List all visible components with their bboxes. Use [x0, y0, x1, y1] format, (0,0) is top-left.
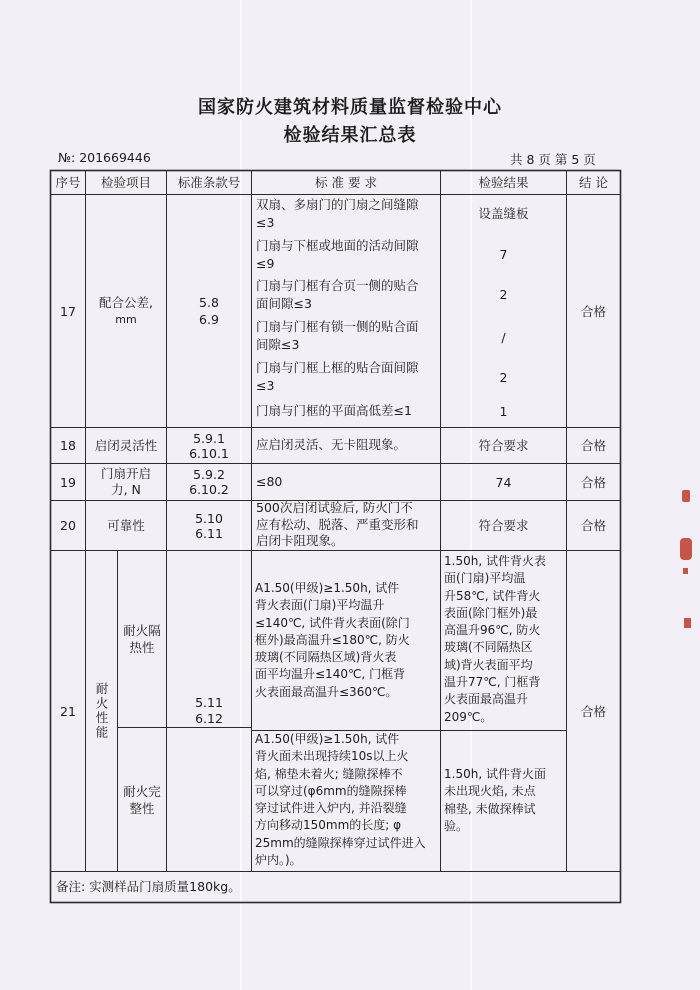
result-line: 表面(除门框外)最 [444, 605, 538, 620]
result-line: 高温升96℃, 防火 [444, 623, 541, 638]
document-subtitle: 检验结果汇总表 [283, 125, 417, 146]
result-line: 玻璃(不同隔热区 [444, 640, 533, 655]
std-line: 5.11 [195, 695, 223, 710]
row-18-seq: 18 [60, 438, 76, 453]
row-20-result: 符合要求 [478, 518, 529, 533]
std-line: 5.9.2 [193, 467, 225, 482]
header-standard: 标准条款号 [177, 174, 241, 190]
row-21-conclusion: 合格 [580, 703, 606, 719]
report-number-value: 201669446 [79, 150, 151, 165]
row-19-conclusion: 合格 [580, 474, 606, 490]
row-17-conclusion: 合格 [580, 303, 606, 319]
result-line: 温升77℃, 门框背 [444, 675, 541, 690]
document-title: 国家防火建筑材料质量监督检验中心 [198, 97, 502, 118]
row-21-insulation-label [118, 551, 166, 727]
row-17-req-4 [256, 318, 419, 354]
req-line: 炉内。)。 [255, 853, 302, 868]
req-line: 背火面未出现持续10s以上火 [255, 749, 409, 764]
row-18-standard [167, 428, 251, 463]
result-line: 1.50h, 试件背火表 [444, 554, 546, 568]
row-21-integrity-label [118, 728, 166, 871]
item-line: 门扇开启 [100, 466, 151, 481]
report-number [58, 150, 151, 165]
label-line: 耐火完 [123, 783, 161, 799]
std-line: 5.9.1 [193, 430, 225, 446]
row-17-result-3: 2 [499, 286, 508, 302]
row-21-standard [167, 551, 251, 871]
req-line: 门扇与门框有合页一侧的贴合 [256, 278, 419, 293]
req-line: 门扇与下框或地面的活动间隙 [256, 238, 419, 253]
result-line: 棉垫, 未做探棒试 [444, 801, 536, 816]
std-line: 6.10.1 [189, 445, 229, 461]
header-result: 检验结果 [478, 174, 529, 190]
row-17-result-1: 设盖缝板 [478, 205, 529, 221]
row-17-req-5 [256, 359, 419, 395]
row-17-item-unit: mm [115, 313, 137, 326]
row-20-seq: 20 [60, 518, 76, 533]
row-17-result-4: / [501, 329, 506, 345]
row-17-result-5: 2 [499, 369, 508, 385]
std-line: 5.10 [195, 510, 223, 526]
row-17-standard [167, 195, 251, 427]
row-20-conclusion: 合格 [580, 518, 606, 533]
header-conclusion: 结 论 [579, 174, 608, 190]
row-19-requirement: ≤80 [256, 474, 283, 489]
result-line: 209℃。 [444, 709, 493, 724]
row-18-requirement: 应启闭灵活、无卡阻现象。 [256, 437, 407, 452]
row-18-conclusion: 合格 [580, 438, 606, 453]
req-line: ≤3 [256, 215, 275, 230]
req-line: A1.50(甲级)≥1.50h, 试件 [255, 732, 400, 746]
req-line: ≤3 [256, 378, 275, 393]
std-line: 6.12 [195, 711, 223, 726]
std-line: 6.10.2 [189, 482, 229, 497]
row-19-standard [167, 464, 251, 500]
row-19-seq: 19 [60, 474, 76, 490]
req-line: 可以穿过(φ6mm的缝隙探棒 [255, 783, 407, 798]
result-line: 升58℃, 试件背火 [444, 588, 541, 603]
row-17-std-line: 5.8 [199, 295, 219, 310]
req-line: 启闭卡阻现象。 [256, 533, 344, 548]
req-line: 背火表面(门扇)平均温升 [255, 598, 385, 613]
row-20-item: 可靠性 [107, 518, 145, 533]
label-line: 热性 [129, 640, 155, 655]
official-stamp-fragment [676, 486, 694, 646]
row-18-result: 符合要求 [478, 438, 529, 453]
row-17-req-1 [256, 196, 419, 232]
req-line: 门扇与门框上框的贴合面间隙 [256, 360, 419, 375]
header-requirement: 标 准 要 求 [315, 174, 377, 190]
row-17-result-6: 1 [499, 403, 508, 419]
row-21-item-text: 耐火性能 [94, 682, 109, 740]
row-17-req-3 [256, 277, 419, 313]
req-line: 火表面最高温升≤360℃。 [255, 684, 398, 699]
req-line: 焰, 棉垫未着火; 缝隙探棒不 [255, 766, 403, 781]
req-line: 500次启闭试验后, 防火门不 [256, 500, 413, 515]
header-item: 检验项目 [100, 174, 151, 190]
row-17-item [86, 195, 166, 427]
report-number-label: №: [58, 150, 76, 165]
row-21-item [86, 551, 117, 871]
row-21-insulation-requirement [255, 580, 410, 701]
row-17-std-line: 6.9 [199, 312, 219, 327]
req-line: 间隙≤3 [256, 337, 300, 352]
label-line: 整性 [129, 800, 155, 816]
result-line: 面(门扇)平均温 [444, 571, 526, 586]
req-line: ≤9 [256, 256, 275, 271]
req-line: 玻璃(不同隔热区域)背火表 [255, 650, 397, 665]
row-19-result: 74 [495, 474, 512, 490]
req-line: ≤140℃, 试件背火表面(除门 [255, 615, 410, 630]
remark: 备注: 实测样品门扇质量180kg。 [56, 879, 241, 894]
row-17-result-2: 7 [499, 246, 508, 262]
result-line: 未出现火焰, 未点 [444, 784, 536, 799]
std-line: 6.11 [195, 525, 223, 541]
req-line: 面间隙≤3 [256, 296, 312, 311]
row-17-req-6: 门扇与门框的平面高低差≤1 [256, 403, 412, 418]
req-line: 方向移动150mm的长度; φ [255, 818, 402, 833]
req-line: 双扇、多扇门的门扇之间缝隙 [256, 197, 419, 212]
req-line: 应有松动、脱落、严重变形和 [256, 516, 419, 532]
header-seq: 序号 [55, 174, 81, 190]
row-17-item-line: 配合公差, [99, 295, 153, 310]
req-line: 面平均温升≤140℃, 门框背 [255, 667, 406, 682]
item-line: 力, N [111, 482, 141, 497]
label-line: 耐火隔 [123, 623, 161, 638]
row-17-req-2 [256, 237, 419, 273]
req-line: 25mm的缝隙探棒穿过试件进入 [255, 835, 426, 850]
result-line: 域)背火表面平均 [444, 657, 533, 672]
row-19-item [86, 464, 166, 500]
result-line: 验。 [444, 818, 469, 833]
row-21-integrity-result [444, 766, 546, 835]
row-20-standard [167, 501, 251, 550]
row-21-integrity-requirement [255, 731, 426, 869]
req-line: A1.50(甲级)≥1.50h, 试件 [255, 581, 400, 595]
page-info: 共 8 页 第 5 页 [510, 152, 596, 167]
req-line: 门扇与门框有锁一侧的贴合面 [256, 319, 419, 334]
row-21-insulation-result [444, 553, 546, 726]
row-20-requirement [256, 500, 419, 550]
row-17-seq: 17 [60, 303, 76, 319]
row-21-seq: 21 [60, 703, 76, 719]
req-line: 穿过试件进入炉内, 并沿裂缝 [255, 801, 407, 816]
row-18-item: 启闭灵活性 [94, 438, 158, 453]
result-line: 火表面最高温升 [444, 692, 529, 707]
req-line: 框外)最高温升≤180℃, 防火 [255, 632, 410, 647]
result-line: 1.50h, 试件背火面 [444, 767, 546, 781]
